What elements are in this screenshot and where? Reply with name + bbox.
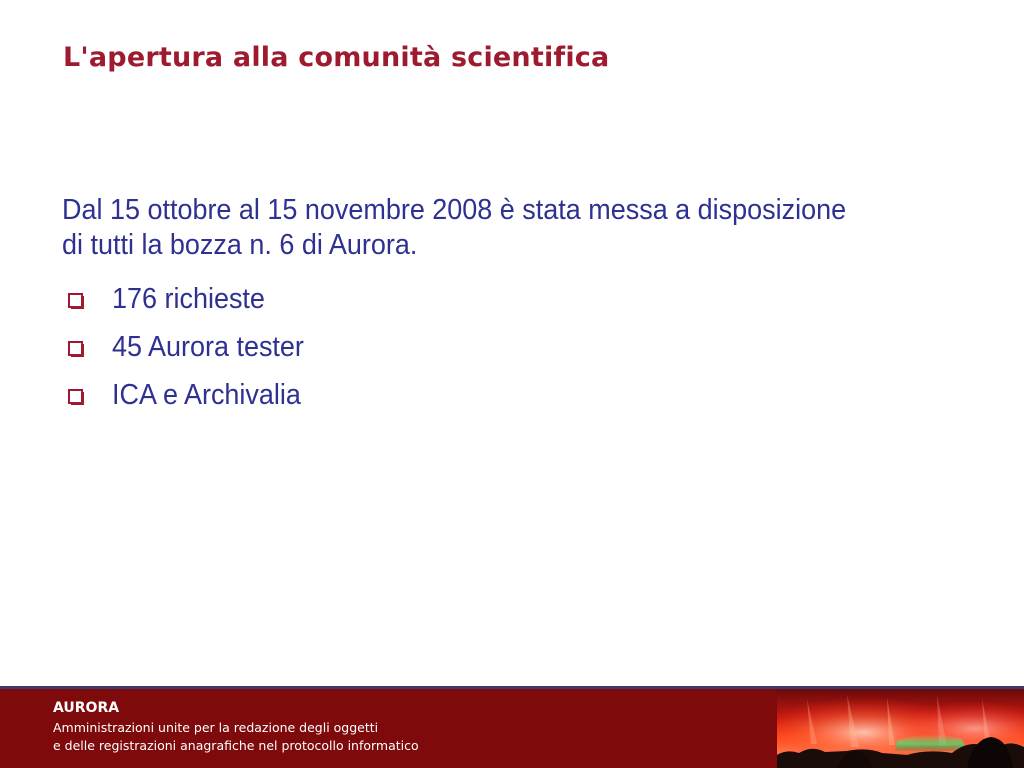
bullet-list bbox=[62, 275, 862, 419]
checkbox-icon bbox=[68, 341, 83, 356]
checkbox-icon bbox=[68, 389, 83, 404]
footer-subtitle-line-2: e delle registrazioni anagrafiche nel protocollo informatico bbox=[53, 738, 419, 753]
bullet-text: ICA e Archivalia bbox=[112, 378, 301, 411]
bullet-item bbox=[62, 371, 862, 419]
bullet-text: 176 richieste bbox=[112, 282, 265, 315]
bullet-item bbox=[62, 275, 862, 323]
slide-title: L'apertura alla comunità scientifica bbox=[63, 42, 610, 73]
bullet-item bbox=[62, 323, 862, 371]
checkbox-icon bbox=[68, 293, 83, 308]
footer-bar bbox=[0, 686, 1024, 768]
footer-brand: AURORA bbox=[53, 700, 120, 716]
footer-subtitle-line-1: Amministrazioni unite per la redazione degli oggetti bbox=[53, 720, 379, 735]
intro-paragraph: Dal 15 ottobre al 15 novembre 2008 è stata messa a disposizione di tutti la bozza n. 6 di Aurora. bbox=[62, 194, 847, 261]
aurora-landscape-image bbox=[777, 689, 1024, 768]
slide-content bbox=[62, 193, 862, 419]
bullet-text: 45 Aurora tester bbox=[112, 330, 304, 363]
